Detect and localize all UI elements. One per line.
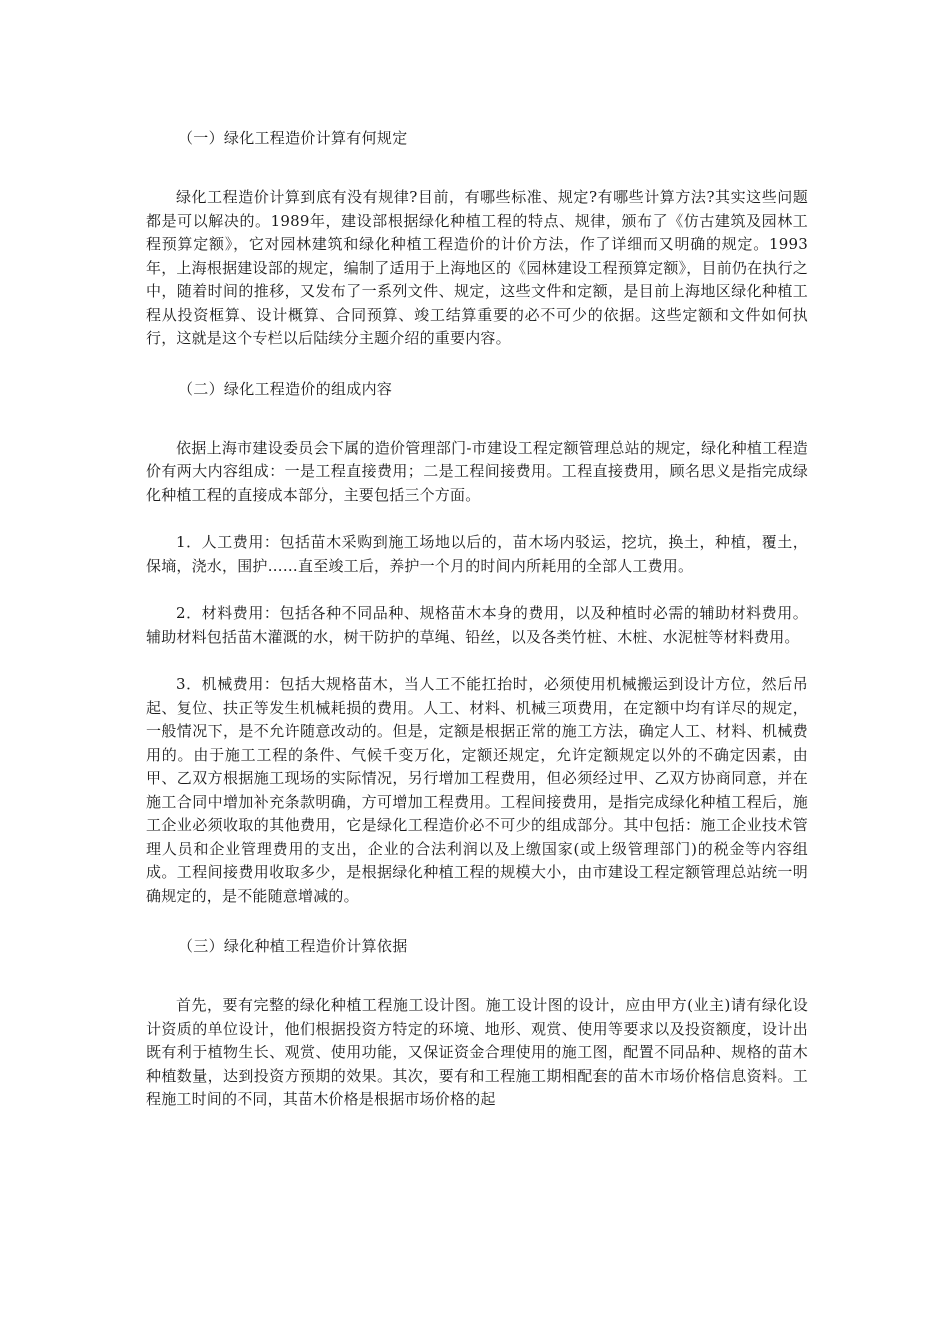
section-heading: （三）绿化种植工程造价计算依据 (178, 937, 408, 955)
body-paragraph: 绿化工程造价计算到底有没有规律?目前，有哪些标准、规定?有哪些计算方法?其实这些问题都是可以解决的。1989年，建设部根据绿化种植工程的特点、规律，颁布了《仿古建筑及园林工程预算定额》，它对园林建筑和绿化种植工程造价的计价方法，作了详细而又明确的规定。1993年，上海根据建设部的规定，编制了适用于上海地区的《园林建设工程预算定额》，目前仍在执行之中，随着时间的推移，又发布了一系列文件、规定，这些文件和定额，是目前上海地区绿化种植工程从投资框算、设计概算、合同预算、竣工结算重要的必不可少的依据。这些定额和文件如何执行，这就是这个专栏以后陆续分主题介绍的重要内容。 (146, 188, 808, 347)
list-item-paragraph: 1．人工费用：包括苗木采购到施工场地以后的，苗木场内驳运，挖坑，换土，种植，覆土，保墒，浇水，围护……直至竣工后，养护一个月的时间内所耗用的全部人工费用。 (146, 533, 808, 575)
body-paragraph: 依据上海市建设委员会下属的造价管理部门-市建设工程定额管理总站的规定，绿化种植工程造价有两大内容组成：一是工程直接费用；二是工程间接费用。工程直接费用，顾名思义是指完成绿化种植工程的直接成本部分，主要包括三个方面。 (146, 438, 808, 504)
section-heading: （二）绿化工程造价的组成内容 (178, 379, 393, 398)
list-item-paragraph: 2．材料费用：包括各种不同品种、规格苗木本身的费用，以及种植时必需的辅助材料费用。辅助材料包括苗木灌溉的水，树干防护的草绳、铅丝，以及各类竹桩、木桩、水泥桩等材料费用。 (146, 604, 808, 646)
body-paragraph: 首先，要有完整的绿化种植工程施工设计图。施工设计图的设计，应由甲方(业主)请有绿化设计资质的单位设计，他们根据投资方特定的环境、地形、观赏、使用等要求以及投资额度，设计出既有利于植物生长、观赏、使用功能，又保证资金合理使用的施工图，配置不同品种、规格的苗木种植数量，达到投资方预期的效果。其次，要有和工程施工期相配套的苗木市场价格信息资料。工程施工时间的不同，其苗木价格是根据市场价格的起 (146, 996, 808, 1108)
list-item-paragraph: 3．机械费用：包括大规格苗木，当人工不能扛抬时，必须使用机械搬运到设计方位，然后吊起、复位、扶正等发生机械耗损的费用。人工、材料、机械三项费用，在定额中均有详尽的规定，一般情况下，是不允许随意改动的。但是，定额是根据正常的施工方法，确定人工、材料、机械费用的。由于施工工程的条件、气候千变万化，定额还规定，允许定额规定以外的不确定因素，由甲、乙双方根据施工现场的实际情况，另行增加工程费用，但必须经过甲、乙双方协商同意，并在施工合同中增加补充条款明确，方可增加工程费用。工程间接费用，是指完成绿化种植工程后，施工企业必须收取的其他费用，它是绿化工程造价必不可少的组成部分。其中包括：施工企业技术管理人员和企业管理费用的支出，企业的合法利润以及上缴国家(或上级管理部门)的税金等内容组成。工程间接费用收取多少，是根据绿化种植工程的规模大小，由市建设工程定额管理总站统一明确规定的，是不能随意增减的。 (146, 675, 808, 905)
document-body (146, 124, 808, 1136)
section-heading: （一）绿化工程造价计算有何规定 (178, 129, 408, 147)
